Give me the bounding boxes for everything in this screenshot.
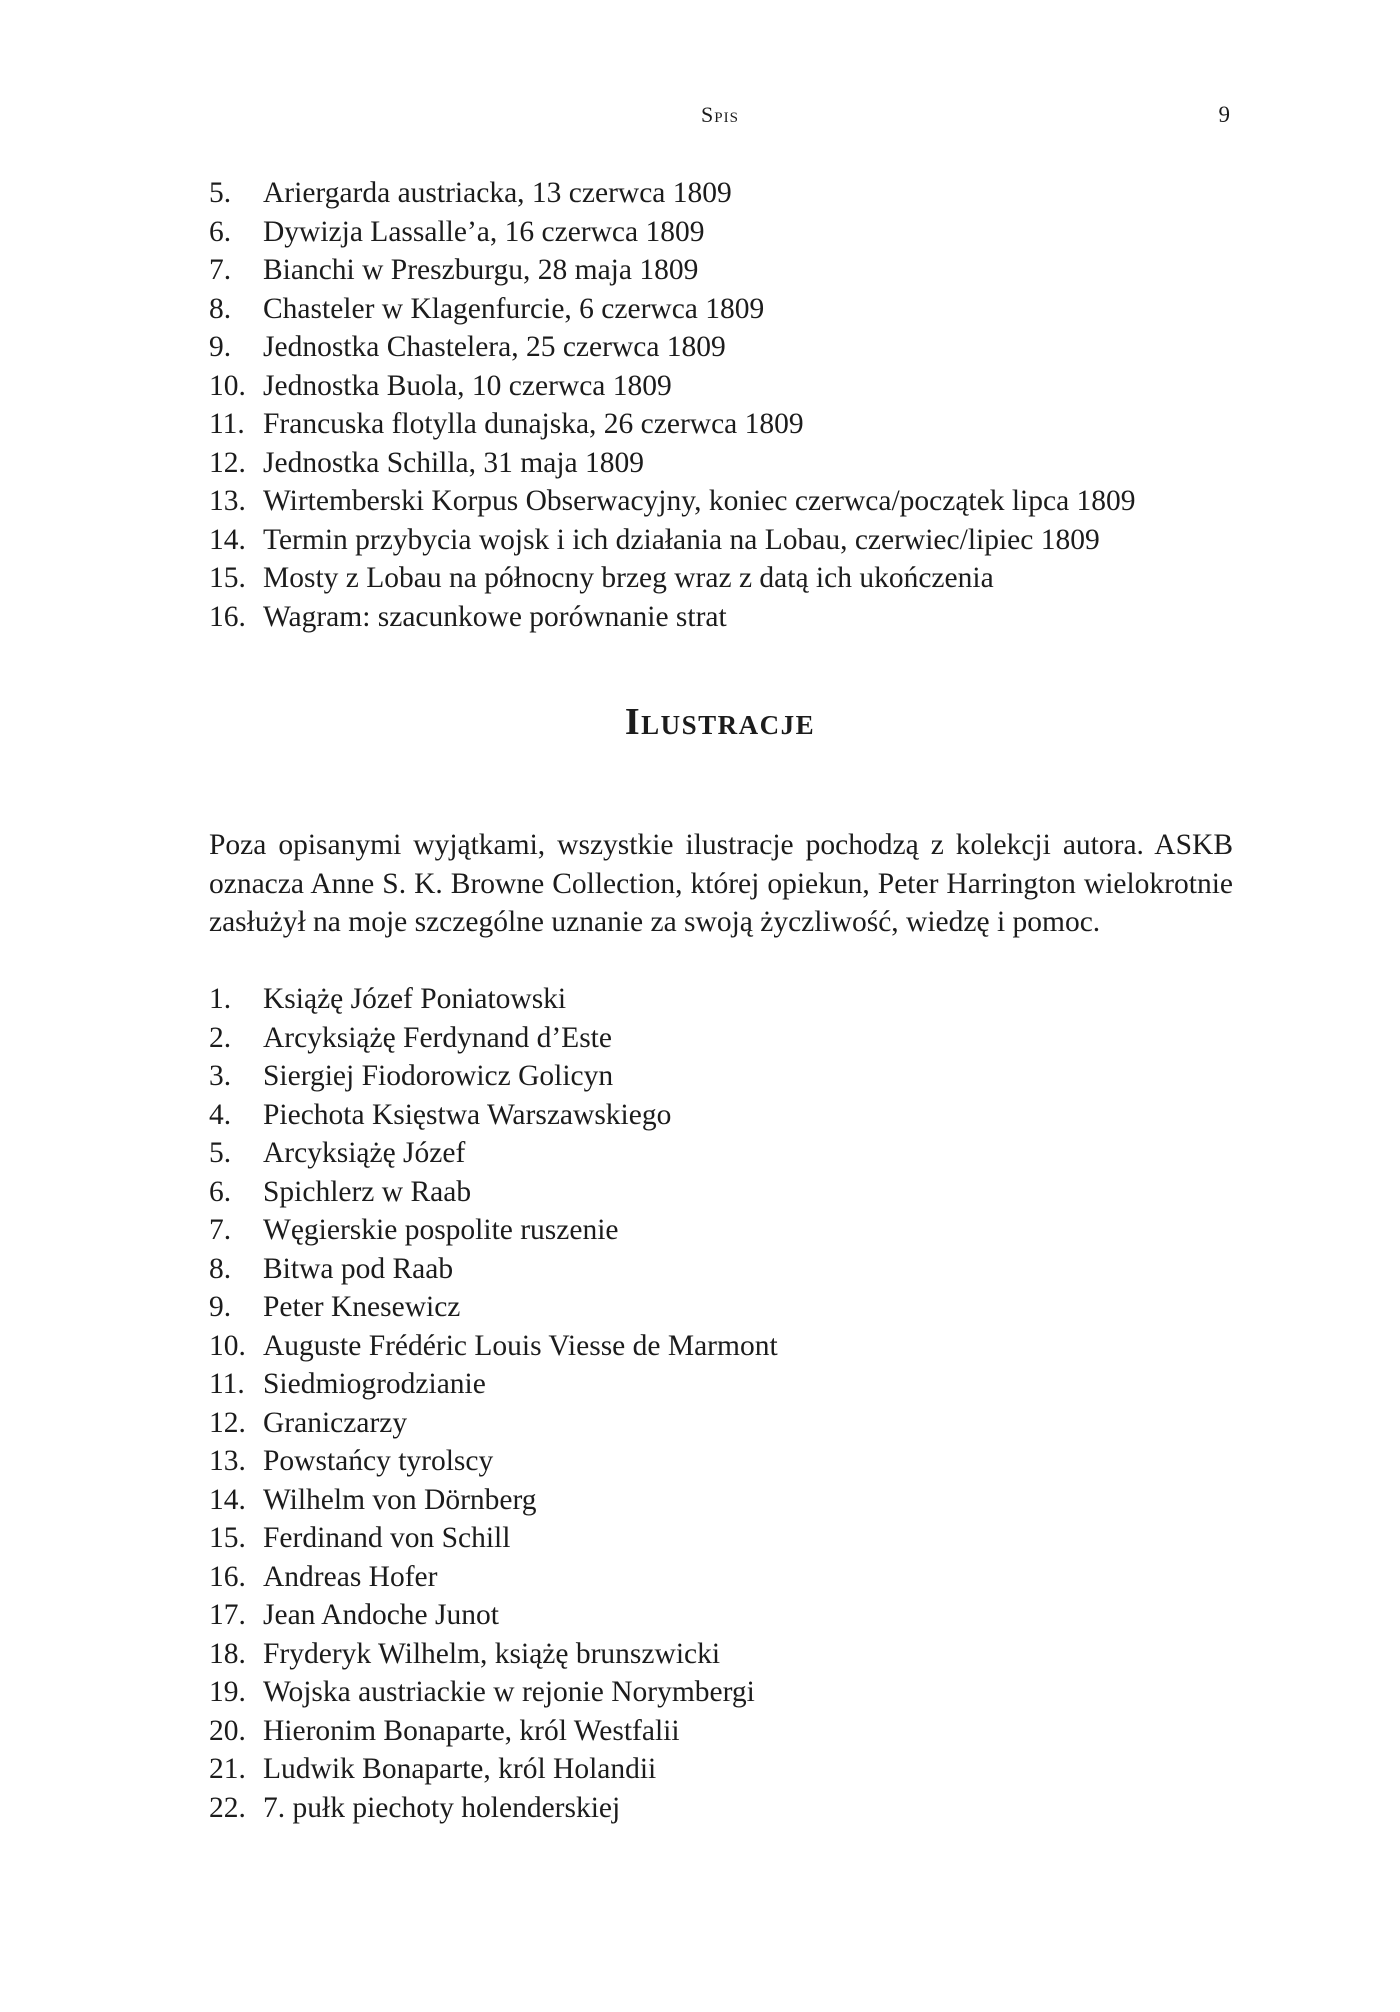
list-item-text: 7. pułk piechoty holenderskiej [263, 1791, 621, 1824]
list-item-text: Mosty z Lobau na północny brzeg wraz z datą ich ukończenia [263, 562, 994, 594]
list-item [209, 980, 1233, 1019]
list-item-text: Graniczarzy [263, 1406, 408, 1439]
list-item-number: 10. [209, 1329, 246, 1362]
list-item-number: 15. [209, 562, 246, 594]
list-item [209, 1250, 1233, 1289]
list-item-text: Arcyksiążę Józef [263, 1137, 466, 1169]
list-item-text: Spichlerz w Raab [263, 1175, 472, 1208]
list-item [209, 1635, 1233, 1674]
list-item-text: Auguste Frédéric Louis Viesse de Marmont [263, 1329, 778, 1362]
list-item-text: Wagram: szacunkowe porównanie strat [263, 600, 727, 633]
list-item-number: 22. [209, 1791, 246, 1824]
list-item-number: 9. [209, 1291, 232, 1323]
section-heading: Ilustracje [624, 701, 816, 743]
list-item-text: Ludwik Bonaparte, król Holandii [263, 1753, 657, 1785]
list-item-number: 5. [209, 1137, 232, 1169]
list-item [209, 174, 1233, 213]
list-item-text: Węgierskie pospolite ruszenie [263, 1214, 619, 1246]
list-item [209, 1019, 1233, 1058]
list-item-text: Bitwa pod Raab [263, 1252, 454, 1285]
list-item [209, 328, 1233, 367]
list-item-number: 8. [209, 1252, 232, 1285]
page-number: 9 [1218, 102, 1230, 127]
list-item [209, 213, 1233, 252]
list-item-text: Wirtemberski Korpus Obserwacyjny, koniec czerwca/początek lipca 1809 [263, 485, 1136, 517]
list-item-text: Dywizja Lassalle’a, 16 czerwca 1809 [263, 215, 705, 248]
list-item [209, 482, 1233, 521]
list-item-text: Fryderyk Wilhelm, książę brunszwicki [263, 1637, 721, 1670]
list-item [209, 1558, 1233, 1597]
list-item-number: 11. [209, 408, 245, 440]
running-head [0, 102, 1400, 132]
list-item [209, 1596, 1233, 1635]
list-item-number: 7. [209, 1214, 232, 1246]
list-item-text: Jednostka Buola, 10 czerwca 1809 [263, 369, 672, 402]
list-item-number: 3. [209, 1060, 232, 1092]
list-item-number: 12. [209, 1406, 246, 1439]
list-item-number: 15. [209, 1522, 246, 1554]
list-item [209, 251, 1233, 290]
list-item-number: 10. [209, 369, 246, 402]
list-item-number: 9. [209, 331, 232, 363]
list-item [209, 1789, 1233, 1828]
list-item [209, 1288, 1233, 1327]
list-item-number: 7. [209, 254, 232, 286]
list-item-number: 6. [209, 215, 232, 248]
list-item-number: 20. [209, 1714, 246, 1747]
list-item [209, 1057, 1233, 1096]
list-item-text: Bianchi w Preszburgu, 28 maja 1809 [263, 254, 699, 286]
list-item [209, 444, 1233, 483]
list-item-number: 11. [209, 1368, 245, 1400]
list-item-text: Peter Knesewicz [263, 1291, 461, 1323]
list-item-text: Ariergarda austriacka, 13 czerwca 1809 [263, 177, 732, 209]
list-item-text: Francuska flotylla dunajska, 26 czerwca 1809 [263, 408, 804, 440]
list-item-text: Książę Józef Poniatowski [263, 983, 567, 1015]
list-item-number: 17. [209, 1599, 246, 1631]
list-item-text: Jednostka Chastelera, 25 czerwca 1809 [263, 331, 726, 363]
list-item-text: Wojska austriackie w rejonie Norymbergi [263, 1676, 755, 1708]
list-item-text: Wilhelm von Dörnberg [263, 1483, 537, 1516]
list-item [209, 1481, 1233, 1520]
list-item-number: 14. [209, 523, 246, 556]
list-item-text: Piechota Księstwa Warszawskiego [263, 1098, 672, 1131]
list-item-number: 13. [209, 1445, 246, 1477]
list-item-number: 5. [209, 177, 232, 209]
list-item-number: 18. [209, 1637, 246, 1670]
list-item-number: 14. [209, 1483, 246, 1516]
list-item-number: 8. [209, 292, 232, 325]
list-item-number: 16. [209, 1560, 246, 1593]
list-item [209, 598, 1233, 637]
running-title: Spis [701, 102, 739, 127]
list-item-number: 12. [209, 446, 246, 479]
list-item-number: 4. [209, 1098, 232, 1131]
list-item-text: Arcyksiążę Ferdynand d’Este [263, 1021, 612, 1054]
list-item [209, 1712, 1233, 1751]
list-item [209, 1442, 1233, 1481]
section-intro: Poza opisanymi wyjątkami, wszystkie ilustracje pochodzą z kolekcji autora. ASKB oznacza Anne S. K. Browne Collection, której opiekun, Peter Harrington wielokrotnie zasłużył na moje szczególne uznanie za swoją życzliwość, wiedzę i pomoc. [209, 829, 1233, 938]
list-item-text: Jean Andoche Junot [263, 1599, 499, 1631]
list-item-text: Ferdinand von Schill [263, 1522, 511, 1554]
list-item-number: 21. [209, 1753, 246, 1785]
list-item-number: 16. [209, 600, 246, 633]
list-item [209, 367, 1233, 406]
list-item-number: 6. [209, 1175, 232, 1208]
list-item-text: Andreas Hofer [263, 1560, 438, 1593]
list-item-text: Powstańcy tyrolscy [263, 1445, 494, 1477]
list-item-text: Siergiej Fiodorowicz Golicyn [263, 1060, 614, 1092]
list-item-text: Chasteler w Klagenfurcie, 6 czerwca 1809 [263, 292, 765, 325]
list-item [209, 1750, 1233, 1789]
illustrations-list [209, 980, 1233, 1827]
list-item [209, 1211, 1233, 1250]
list-item [209, 1404, 1233, 1443]
tables-list [209, 174, 1233, 636]
list-item [209, 559, 1233, 598]
list-item-number: 19. [209, 1676, 246, 1708]
list-item-number: 13. [209, 485, 246, 517]
list-item-text: Termin przybycia wojsk i ich działania na Lobau, czerwiec/lipiec 1809 [263, 523, 1100, 556]
list-item-text: Jednostka Schilla, 31 maja 1809 [263, 446, 644, 479]
list-item [209, 1096, 1233, 1135]
list-item-number: 2. [209, 1021, 232, 1054]
list-item [209, 1134, 1233, 1173]
list-item [209, 521, 1233, 560]
list-item-text: Hieronim Bonaparte, król Westfalii [263, 1714, 680, 1747]
list-item [209, 1673, 1233, 1712]
list-item-number: 1. [209, 983, 232, 1015]
list-item [209, 290, 1233, 329]
list-item [209, 1519, 1233, 1558]
list-item [209, 1173, 1233, 1212]
list-item [209, 405, 1233, 444]
list-item [209, 1327, 1233, 1366]
list-item-text: Siedmiogrodzianie [263, 1368, 486, 1400]
list-item [209, 1365, 1233, 1404]
